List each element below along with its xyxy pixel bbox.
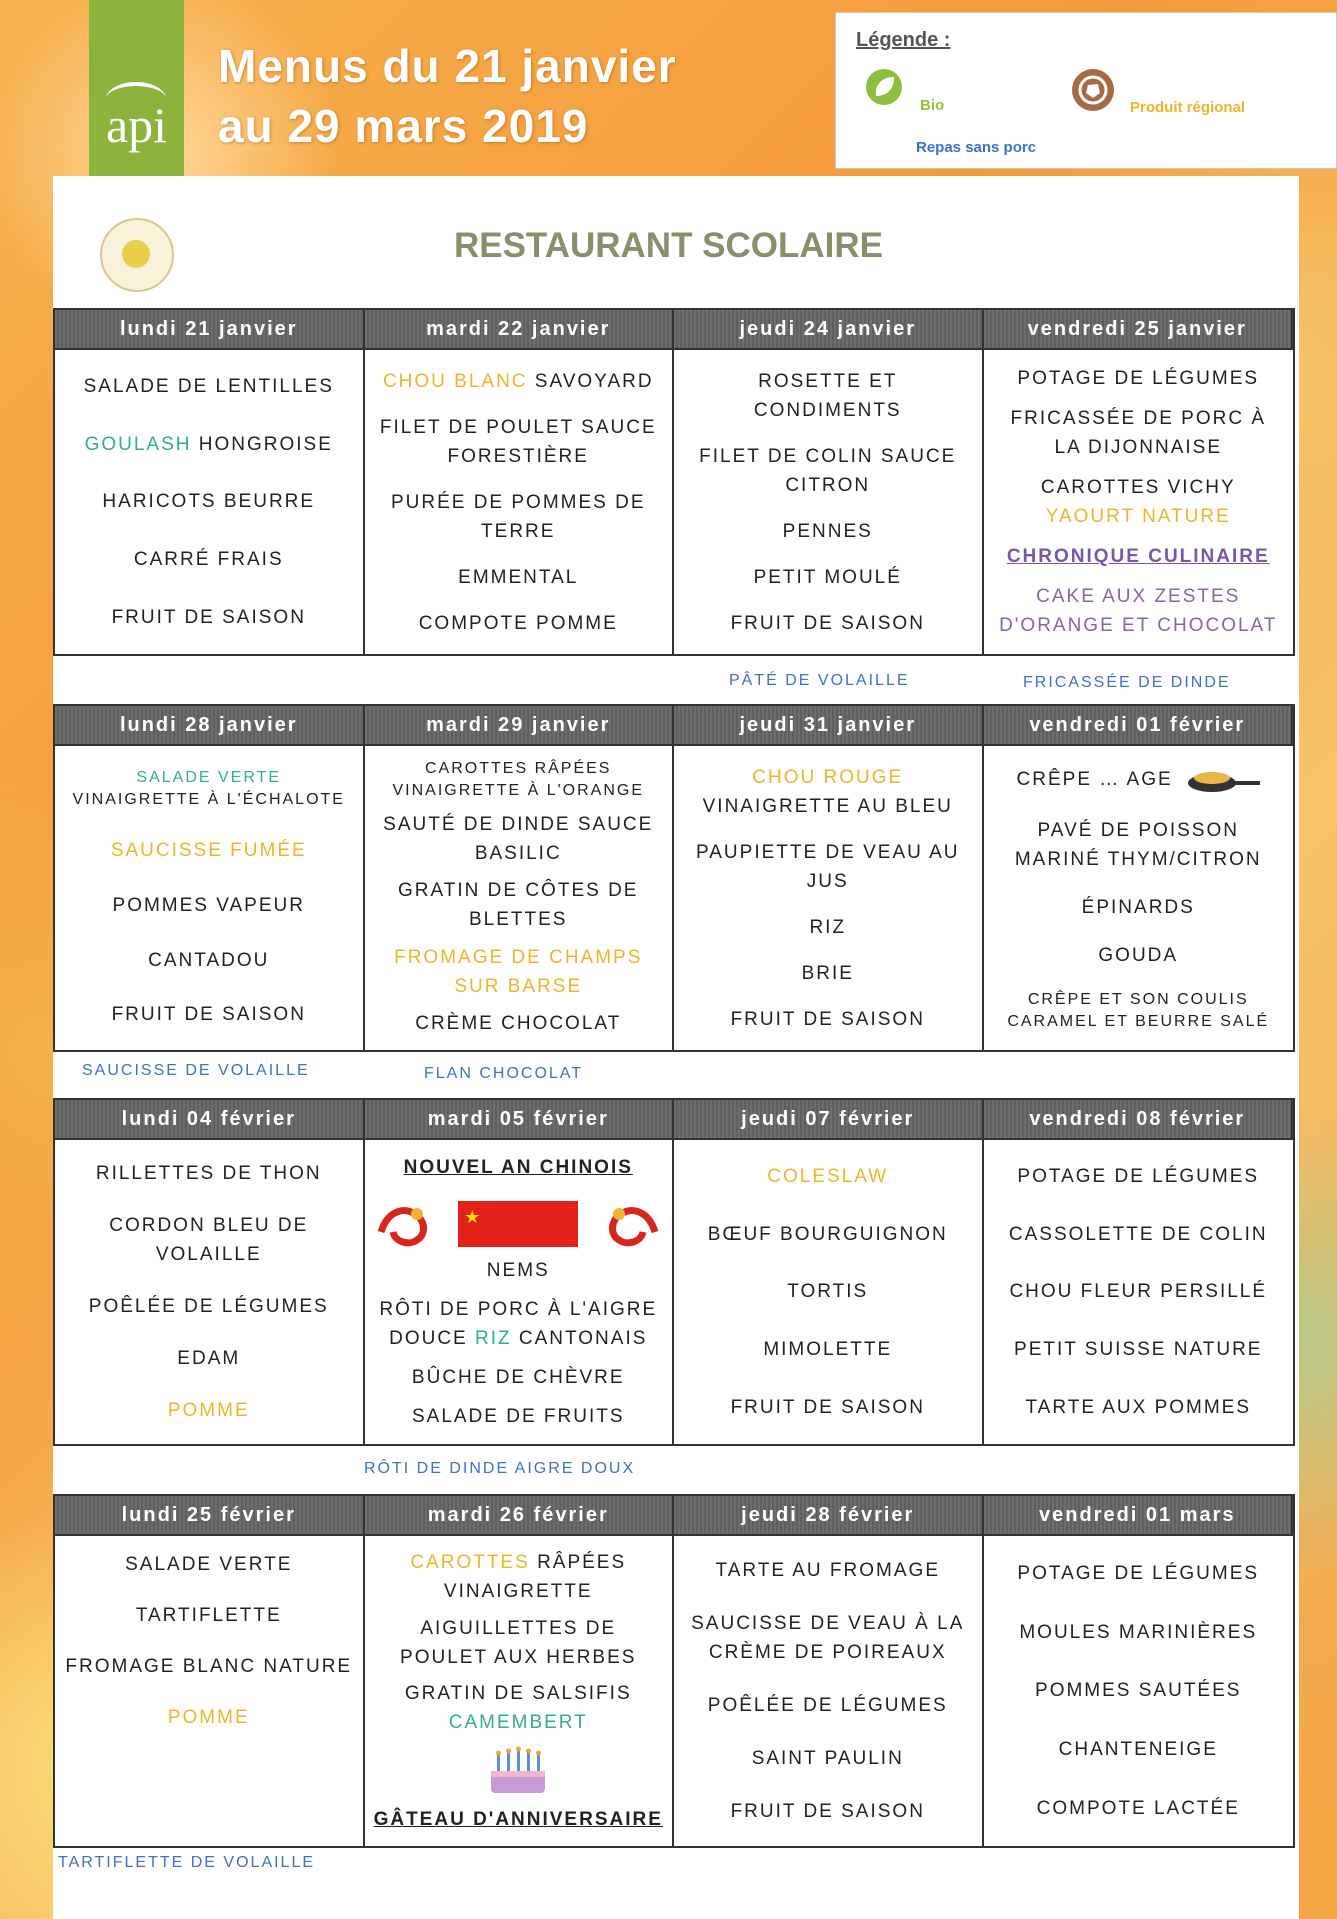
dish: CAROTTES RÂPÉES VINAIGRETTE À L'ORANGE	[392, 760, 645, 800]
dish: CASSOLETTE DE COLIN	[1008, 1223, 1268, 1245]
week-4	[53, 1494, 1295, 1848]
france-map-icon	[1072, 69, 1114, 111]
day-header: lundi 25 février	[55, 1496, 365, 1534]
day-header: mardi 26 février	[365, 1496, 675, 1534]
day-header: mardi 22 janvier	[365, 310, 675, 348]
dish: TARTE AU FROMAGE	[715, 1560, 940, 1581]
dish: COLESLAW	[767, 1166, 889, 1188]
leaf-icon	[866, 69, 902, 105]
day-menu	[984, 1534, 1294, 1846]
sans-porc-alternative: RÔTI DE DINDE AIGRE DOUX	[364, 1460, 636, 1477]
dish: SALADE DE LENTILLES	[83, 376, 334, 398]
dish: TORTIS	[787, 1281, 869, 1303]
dish: SALADE VERTE	[125, 1554, 293, 1575]
week-3	[53, 1098, 1295, 1446]
legend-sans-porc: Repas sans porc	[916, 139, 1037, 156]
day-menu	[365, 348, 675, 654]
dish: SALADE VERTE VINAIGRETTE À L'ÉCHALOTE	[72, 768, 345, 808]
china-flag-icon	[458, 1201, 578, 1247]
day-header: lundi 28 janvier	[55, 706, 365, 744]
dish: FILET DE POULET SAUCE FORESTIÈRE	[379, 416, 657, 467]
dish: COMPOTE POMME	[418, 612, 618, 634]
dish: MOULES MARINIÈRES	[1019, 1621, 1258, 1643]
dish: EMMENTAL	[458, 566, 579, 588]
dish: CAROTTES VICHY YAOURT NATURE	[1040, 476, 1236, 527]
dish: GRATIN DE SALSIFIS CAMEMBERT	[404, 1683, 632, 1734]
dish: CAROTTES RÂPÉES VINAIGRETTE	[410, 1551, 627, 1602]
dish: FRUIT DE SAISON	[111, 1004, 306, 1026]
dish: FRUIT DE SAISON	[111, 606, 306, 628]
dish: POTAGE DE LÉGUMES	[1017, 1562, 1260, 1584]
sans-porc-alternative: TARTIFLETTE DE VOLAILLE	[58, 1854, 316, 1871]
day-header: vendredi 25 janvier	[984, 310, 1294, 348]
dish: FRUIT DE SAISON	[730, 1008, 925, 1030]
sans-porc-alternative: FLAN CHOCOLAT	[424, 1065, 584, 1082]
dish: CAKE AUX ZESTES D'ORANGE ET CHOCOLAT	[999, 586, 1278, 637]
dish: PETIT MOULÉ	[753, 566, 902, 588]
page-title: RESTAURANT SCOLAIRE	[453, 226, 884, 265]
dish: GOUDA	[1098, 944, 1179, 966]
day-header: vendredi 08 février	[984, 1100, 1294, 1138]
day-header: jeudi 31 janvier	[674, 706, 984, 744]
dish: POTAGE DE LÉGUMES	[1017, 1166, 1260, 1188]
dish: CHANTENEIGE	[1058, 1739, 1218, 1761]
day-menu	[365, 1138, 675, 1444]
dish: FROMAGE DE CHAMPS SUR BARSE	[394, 946, 643, 997]
dish: FILET DE COLIN SAUCE CITRON	[699, 445, 957, 496]
day-header: mardi 05 février	[365, 1100, 675, 1138]
dish: SALADE DE FRUITS	[411, 1406, 625, 1427]
dish: PENNES	[782, 520, 873, 542]
dish: POÊLÉE DE LÉGUMES	[88, 1295, 329, 1317]
dish: FROMAGE BLANC NATURE	[65, 1656, 353, 1677]
dish: SAUTÉ DE DINDE SAUCE BASILIC	[383, 814, 654, 865]
day-menu	[674, 348, 984, 654]
dish: PAVÉ DE POISSON MARINÉ THYM/CITRON	[1014, 820, 1262, 871]
day-menu	[674, 744, 984, 1050]
api-logo: api	[89, 0, 184, 204]
day-header: vendredi 01 mars	[984, 1496, 1294, 1534]
day-header: vendredi 01 février	[984, 706, 1294, 744]
dish: POMME	[167, 1399, 250, 1421]
day-menu	[55, 1138, 365, 1444]
dish: POMME	[167, 1707, 250, 1728]
dish: SAUCISSE FUMÉE	[110, 840, 307, 862]
dish: RÔTI DE PORC À L'AIGRE DOUCE RIZ CANTONAIS	[379, 1299, 658, 1349]
dish: POTAGE DE LÉGUMES	[1017, 367, 1260, 389]
day-menu	[984, 348, 1294, 654]
dish: BŒUF BOURGUIGNON	[707, 1223, 948, 1245]
day-menu	[674, 1138, 984, 1444]
day-menu	[984, 744, 1294, 1050]
day-menu	[674, 1534, 984, 1846]
sans-porc-alternative: SAUCISSE DE VOLAILLE	[82, 1062, 310, 1079]
dish: MIMOLETTE	[763, 1339, 893, 1361]
dish: CHRONIQUE CULINAIRE	[1006, 546, 1270, 568]
day-menu	[984, 1138, 1294, 1444]
dish: PETIT SUISSE NATURE	[1014, 1339, 1263, 1361]
day-header: jeudi 28 février	[674, 1496, 984, 1534]
dish: CARRÉ FRAIS	[133, 549, 284, 571]
dish: PAUPIETTE DE VEAU AU JUS	[696, 841, 960, 892]
dish: FRUIT DE SAISON	[730, 1801, 925, 1822]
dish: SAUCISSE DE VEAU À LA CRÈME DE POIREAUX	[691, 1613, 965, 1663]
legend-box	[835, 12, 1337, 169]
day-menu	[365, 1534, 675, 1846]
legend-regional: Produit régional	[1130, 99, 1246, 116]
legend-title: Légende :	[856, 29, 951, 51]
dish: AIGUILLETTES DE POULET AUX HERBES	[400, 1617, 637, 1668]
dish: CORDON BLEU DE VOLAILLE	[109, 1215, 309, 1266]
dish: POMMES SAUTÉES	[1035, 1680, 1242, 1702]
dish: RILLETTES DE THON	[95, 1163, 322, 1185]
day-menu	[55, 744, 365, 1050]
dish: PURÉE DE POMMES DE TERRE	[390, 491, 646, 542]
dish: CRÈME CHOCOLAT	[415, 1012, 622, 1034]
week-1	[53, 308, 1295, 656]
day-menu	[55, 348, 365, 654]
dish: POMMES VAPEUR	[112, 894, 305, 916]
sans-porc-alternative: FRICASSÉE DE DINDE	[1023, 674, 1231, 691]
dish: TARTE AUX POMMES	[1025, 1396, 1252, 1418]
birthday-cake-icon	[485, 1745, 551, 1797]
day-header: lundi 21 janvier	[55, 310, 365, 348]
day-header: mardi 29 janvier	[365, 706, 675, 744]
dish: COMPOTE LACTÉE	[1036, 1798, 1240, 1820]
crepe-pan-icon	[1180, 763, 1260, 797]
dish: ROSETTE ET CONDIMENTS	[753, 370, 902, 421]
dish: CHOU ROUGE VINAIGRETTE AU BLEU	[702, 766, 953, 817]
day-menu	[365, 744, 675, 1050]
legend-bio: Bio	[920, 97, 945, 114]
dish: GÂTEAU D'ANNIVERSAIRE	[373, 1809, 663, 1831]
dish: BRIE	[801, 962, 854, 984]
week-2	[53, 704, 1295, 1052]
dish: HARICOTS BEURRE	[102, 491, 316, 513]
dish: POÊLÉE DE LÉGUMES	[707, 1695, 948, 1716]
dish: FRUIT DE SAISON	[730, 612, 925, 634]
page-header-title: Menus du 21 janvier au 29 mars 2019	[218, 40, 677, 152]
dish: FRUIT DE SAISON	[730, 1396, 925, 1418]
dish-theme: NOUVEL AN CHINOIS	[403, 1157, 633, 1178]
dish: FRICASSÉE DE PORC À LA DIJONNAISE	[1010, 407, 1266, 458]
day-header: jeudi 24 janvier	[674, 310, 984, 348]
day-menu	[55, 1534, 365, 1846]
dish: TARTIFLETTE	[135, 1605, 282, 1626]
dragon-icon	[599, 1192, 663, 1256]
sans-porc-alternative: PÂTÉ DE VOLAILLE	[729, 672, 910, 689]
dish: GOULASH HONGROISE	[84, 433, 333, 455]
dish: ÉPINARDS	[1081, 896, 1195, 918]
chinese-new-year-decoration: ★ NEMS	[373, 1192, 663, 1285]
dish: CANTADOU	[148, 949, 270, 971]
dish: RIZ	[809, 916, 847, 938]
dragon-icon	[373, 1192, 437, 1256]
day-header: lundi 04 février	[55, 1100, 365, 1138]
dish: SAINT PAULIN	[751, 1748, 904, 1769]
dish: CRÊPE … AGE	[1017, 763, 1260, 797]
day-header: jeudi 07 février	[674, 1100, 984, 1138]
dish: CHOU BLANC SAVOYARD	[382, 370, 654, 392]
dish: CRÊPE ET SON COULIS CARAMEL ET BEURRE SALÉ	[1007, 990, 1270, 1030]
dish: EDAM	[177, 1347, 241, 1369]
dish: BÛCHE DE CHÈVRE	[411, 1367, 625, 1388]
dish: CHOU FLEUR PERSILLÉ	[1009, 1281, 1268, 1303]
dish: GRATIN DE CÔTES DE BLETTES	[398, 880, 639, 931]
